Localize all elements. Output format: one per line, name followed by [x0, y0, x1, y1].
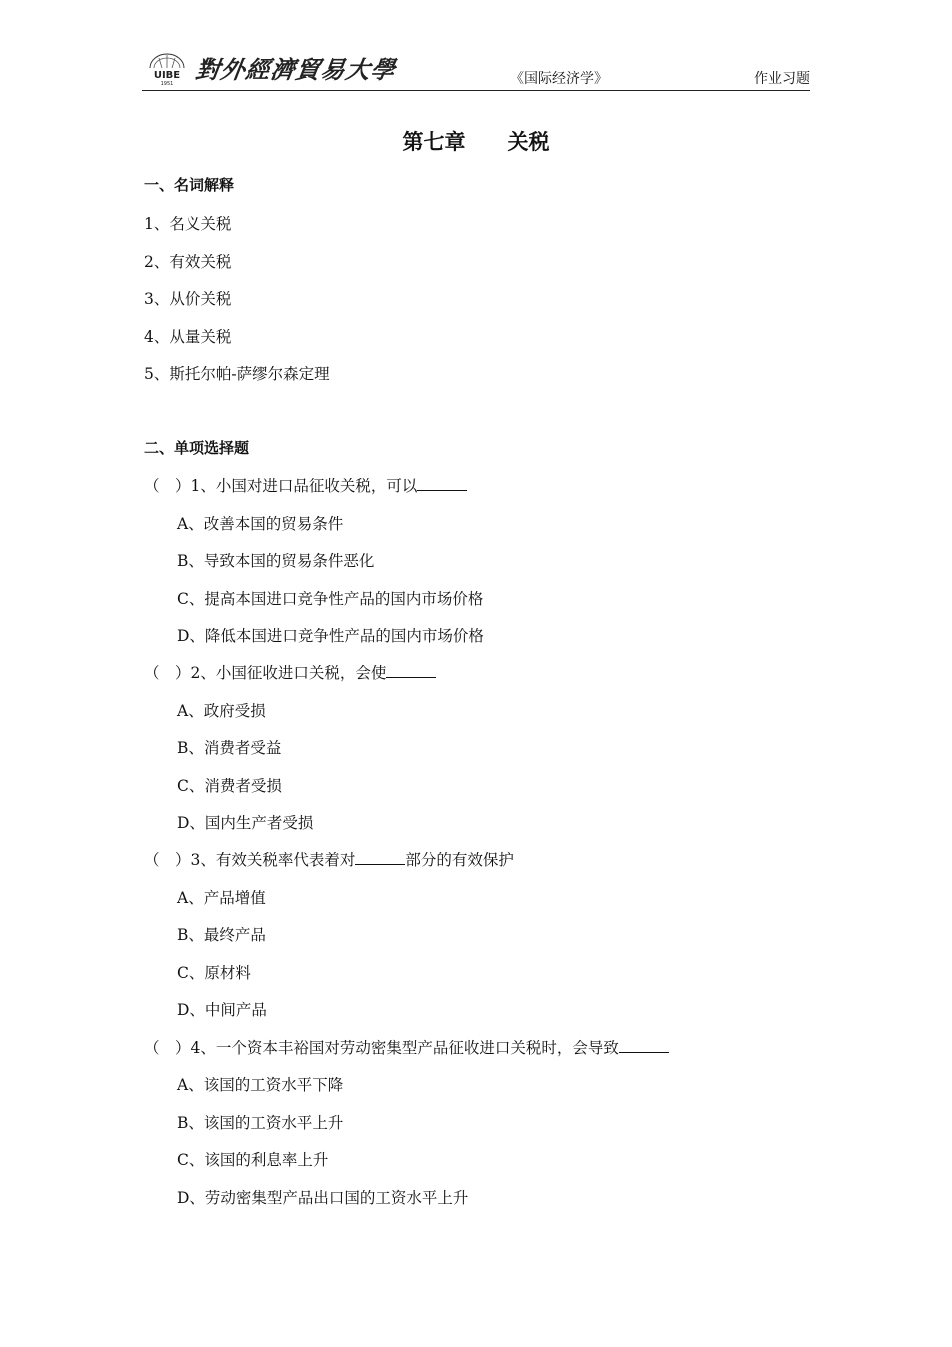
university-logo-icon: [144, 50, 190, 86]
question-4: [144, 1036, 669, 1058]
term-item: 4、从量关税: [144, 328, 232, 346]
option-item: B、导致本国的贸易条件恶化: [177, 552, 375, 570]
option-item: C、提高本国进口竞争性产品的国内市场价格: [177, 590, 484, 608]
section-heading-definitions: 一、名词解释: [144, 176, 235, 194]
option-item: B、消费者受益: [177, 739, 282, 757]
term-item: 1、名义关税: [144, 215, 232, 233]
term-item: 2、有效关税: [144, 253, 232, 271]
answer-blank: [386, 663, 436, 678]
question-stem-tail: 部分的有效保护: [405, 851, 514, 869]
university-name: 對外經濟貿易大學: [193, 55, 398, 84]
question-3: [144, 848, 514, 870]
page-header: [142, 40, 810, 91]
option-item: C、原材料: [177, 964, 251, 982]
option-item: C、该国的利息率上升: [177, 1151, 329, 1169]
option-item: A、政府受损: [177, 702, 266, 720]
course-name: 《国际经济学》: [510, 71, 608, 87]
answer-blank: [417, 476, 467, 491]
question-stem: （ ）3、有效关税率代表着对: [144, 851, 356, 869]
doc-type: 作业习题: [754, 71, 810, 87]
term-item: 3、从价关税: [144, 290, 232, 308]
question-1: [144, 474, 467, 496]
question-2: [144, 661, 436, 683]
option-item: D、劳动密集型产品出口国的工资水平上升: [177, 1189, 469, 1207]
question-stem: （ ）2、小国征收进口关税，会使: [144, 664, 387, 682]
chapter-title: 第七章 关税: [402, 130, 550, 154]
term-item: 5、斯托尔帕-萨缪尔森定理: [144, 365, 330, 383]
option-item: B、最终产品: [177, 926, 266, 944]
logo-text: UIBE: [153, 70, 181, 81]
question-stem: （ ）4、一个资本丰裕国对劳动密集型产品征收进口关税时，会导致: [144, 1039, 619, 1057]
logo-year: 1951: [160, 81, 174, 86]
option-item: A、该国的工资水平下降: [177, 1076, 344, 1094]
option-item: D、中间产品: [177, 1001, 267, 1019]
option-item: A、产品增值: [177, 889, 266, 907]
question-stem: （ ）1、小国对进口品征收关税，可以: [144, 477, 418, 495]
answer-blank: [355, 850, 405, 865]
answer-blank: [619, 1038, 669, 1053]
option-item: D、国内生产者受损: [177, 814, 314, 832]
section-heading-multiple-choice: 二、单项选择题: [144, 439, 250, 457]
option-item: B、该国的工资水平上升: [177, 1114, 344, 1132]
option-item: C、消费者受损: [177, 777, 282, 795]
option-item: D、降低本国进口竞争性产品的国内市场价格: [177, 627, 484, 645]
option-item: A、改善本国的贸易条件: [177, 515, 344, 533]
